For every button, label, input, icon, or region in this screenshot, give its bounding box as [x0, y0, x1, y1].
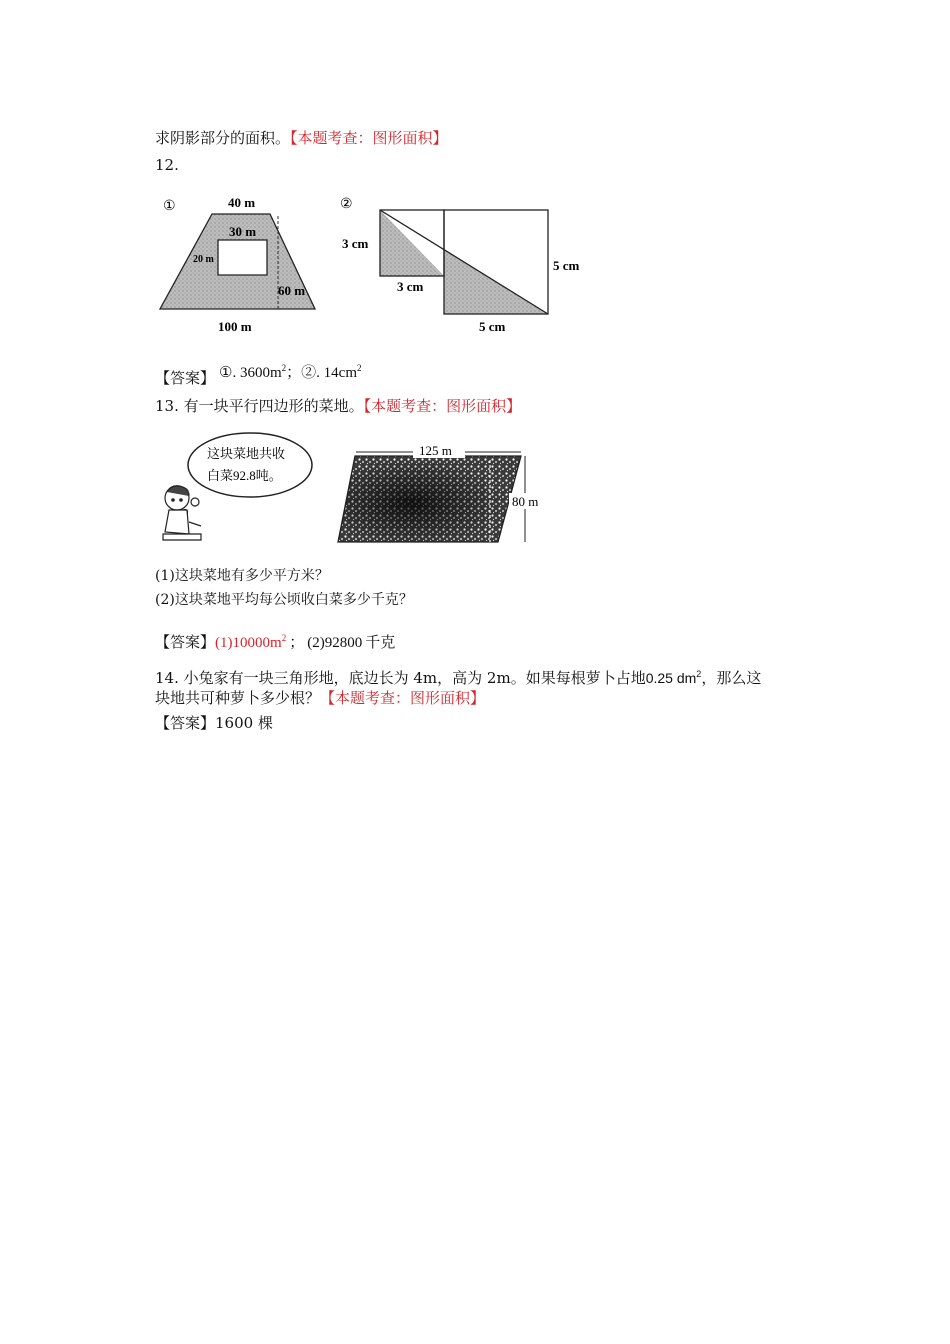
q12-answer-1: ①. $3600m^2$；: [219, 363, 302, 381]
q13-sub1: (1)这块菜地有多少平方米？: [155, 568, 329, 584]
fig2-big-width-label: 5 cm: [479, 319, 506, 334]
q13-answer-2: (2)92800: [307, 635, 363, 651]
q13-question: [155, 396, 521, 416]
fig1-right-label: 60 m: [278, 283, 306, 298]
q13-answer-sep: ；: [289, 633, 305, 651]
bubble-line-1: 这块菜地共收: [207, 446, 286, 461]
q13-figure: [155, 430, 555, 550]
thought-bubble: [188, 433, 312, 497]
q13-text: 13. 有一块平行四边形的菜地。: [155, 397, 364, 415]
q14-text-b: ，那么这: [701, 669, 762, 687]
fig1-inner-label: 30 m: [229, 224, 257, 239]
q13-answer-1: $(1)10000m^2$: [215, 633, 287, 651]
fig2-big-height-label: 5 cm: [553, 258, 580, 273]
field-shading: [338, 456, 521, 542]
q14-topic: 【本题考查：图形面积】: [320, 689, 486, 707]
q13-answer-unit: 千克: [365, 634, 396, 651]
q13-answer-label: 【答案】: [155, 633, 216, 651]
q14-answer-label: 【答案】: [155, 714, 216, 732]
fig1-left-label: 20 m: [193, 254, 214, 265]
fig1-bottom-label: 100 m: [218, 319, 252, 334]
height-label: 80 m: [512, 494, 539, 509]
intro-text: 求阴影部分的面积。: [155, 129, 291, 147]
q14-value: 0.25 $dm^2$: [645, 669, 702, 686]
q12-figures: [150, 190, 600, 340]
q14-line-1: [155, 664, 761, 688]
fig2-small-height-label: 3 cm: [342, 236, 369, 251]
intro-line: [155, 128, 448, 148]
intro-topic: 【本题考查：图形面积】: [290, 129, 448, 147]
thought-bubble-dot: [191, 498, 199, 506]
child-illustration: [163, 486, 201, 540]
q12-answer-label: 【答案】: [155, 369, 216, 387]
q13-sub2: (2)这块菜地平均每公顷收白菜多少千克？: [155, 592, 413, 608]
width-label: 125 m: [419, 443, 452, 458]
q12-number: 12.: [155, 156, 179, 174]
q14-answer-line: [155, 713, 273, 733]
q14-text-2: 块地共可种萝卜多少根？: [155, 689, 321, 707]
q14-answer: 1600 棵: [215, 714, 273, 732]
q14-line-2: [155, 688, 485, 708]
q12-answer-line: [155, 358, 362, 387]
fig1-number: ①: [163, 199, 176, 214]
q12-answer-2: ②. $14cm^2$: [301, 363, 362, 381]
fig2-number: ②: [340, 197, 353, 212]
bubble-line-2: 白菜92.8吨。: [207, 468, 282, 483]
q14-text-a: 14. 小兔家有一块三角形地，底边长为 4m，高为 2m。如果每根萝卜占地: [155, 669, 646, 687]
fig2-small-width-label: 3 cm: [397, 279, 424, 294]
fig1-top-label: 40 m: [228, 195, 256, 210]
q13-answer-line: [155, 628, 395, 653]
q13-topic: 【本题考查：图形面积】: [363, 397, 522, 415]
